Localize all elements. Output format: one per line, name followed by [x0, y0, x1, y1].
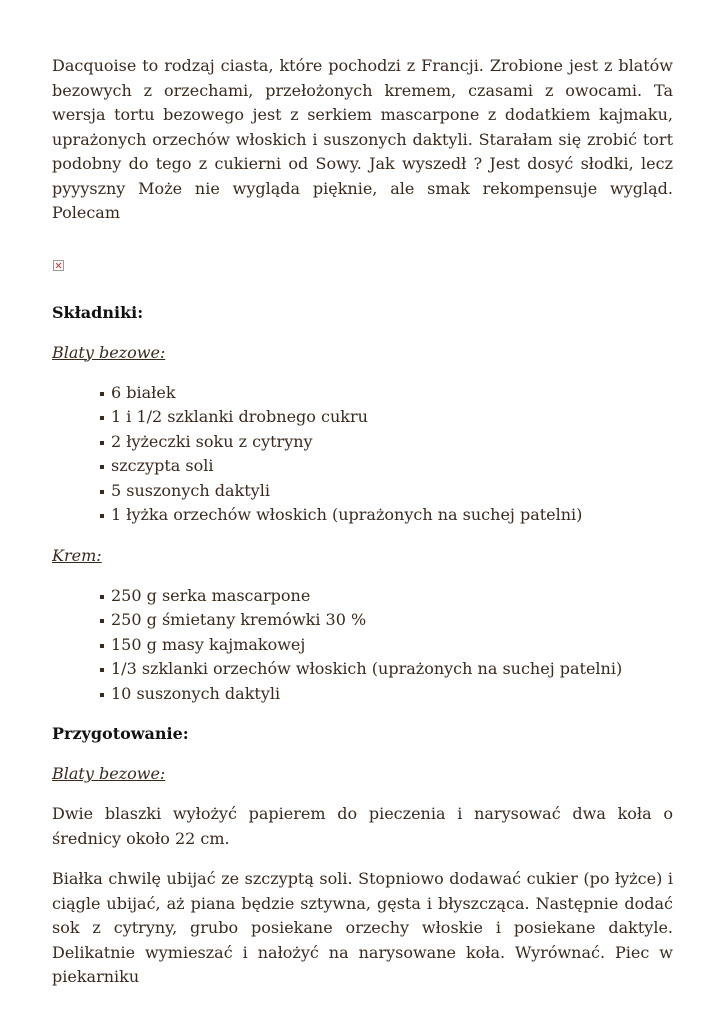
list-item: 6 białek	[100, 381, 673, 406]
list-item: 5 suszonych daktyli	[100, 479, 673, 504]
meringue-subheading: Blaty bezowe:	[52, 342, 166, 362]
prep-meringue-subheading: Blaty bezowe:	[52, 764, 166, 783]
list-item: 250 g śmietany kremówki 30 %	[100, 608, 673, 633]
list-item: 150 g masy kajmakowej	[100, 633, 673, 658]
list-item: 10 suszonych daktyli	[100, 682, 673, 707]
ingredients-heading: Składniki:	[52, 302, 144, 322]
meringue-ingredients-list	[52, 381, 673, 528]
intro-paragraph: Dacquoise to rodzaj ciasta, które pochodzi z Francji. Zrobione jest z blatów bezowych z orzechami, przełożonych kremem, czasami z owocami. Ta wersja tortu bezowego jest z serkiem mascarpone z dodatkiem kajmaku, uprażonych orzechów włoskich i suszonych daktyli. Starałam się zrobić tort podobny do tego z cukierni od Sowy. Jak wyszedł ? Jest dosyć słodki, lecz pyyyszny Może nie wygląda pięknie, ale smak rekompensuje wygląd. Polecam	[52, 56, 673, 222]
cream-subheading: Krem:	[52, 545, 102, 565]
list-item: 2 łyżeczki soku z cytryny	[100, 430, 673, 455]
list-item: szczypta soli	[100, 454, 673, 479]
broken-image-icon	[53, 260, 64, 271]
preparation-heading: Przygotowanie:	[52, 724, 189, 743]
list-item: 1 i 1/2 szklanki drobnego cukru	[100, 405, 673, 430]
article-body	[52, 54, 673, 990]
cream-ingredients-list	[52, 584, 673, 707]
list-item: 250 g serka mascarpone	[100, 584, 673, 609]
list-item: 1/3 szklanki orzechów włoskich (uprażonych na suchej patelni)	[100, 657, 673, 682]
prep-paragraph: Dwie blaszki wyłożyć papierem do pieczenia i narysować dwa koła o średnicy około 22 cm.	[52, 804, 673, 848]
prep-paragraph: Białka chwilę ubijać ze szczyptą soli. Stopniowo dodawać cukier (po łyżce) i ciągle ubijać, aż piana będzie sztywna, gęsta i błyszcząca. Następnie dodać sok z cytryny, grubo posiekane orzechy włoskie i posiekane daktyle. Delikatnie wymieszać i nałożyć na narysowane koła. Wyrównać. Piec w piekarniku	[52, 869, 673, 986]
list-item: 1 łyżka orzechów włoskich (uprażonych na suchej patelni)	[100, 503, 673, 528]
